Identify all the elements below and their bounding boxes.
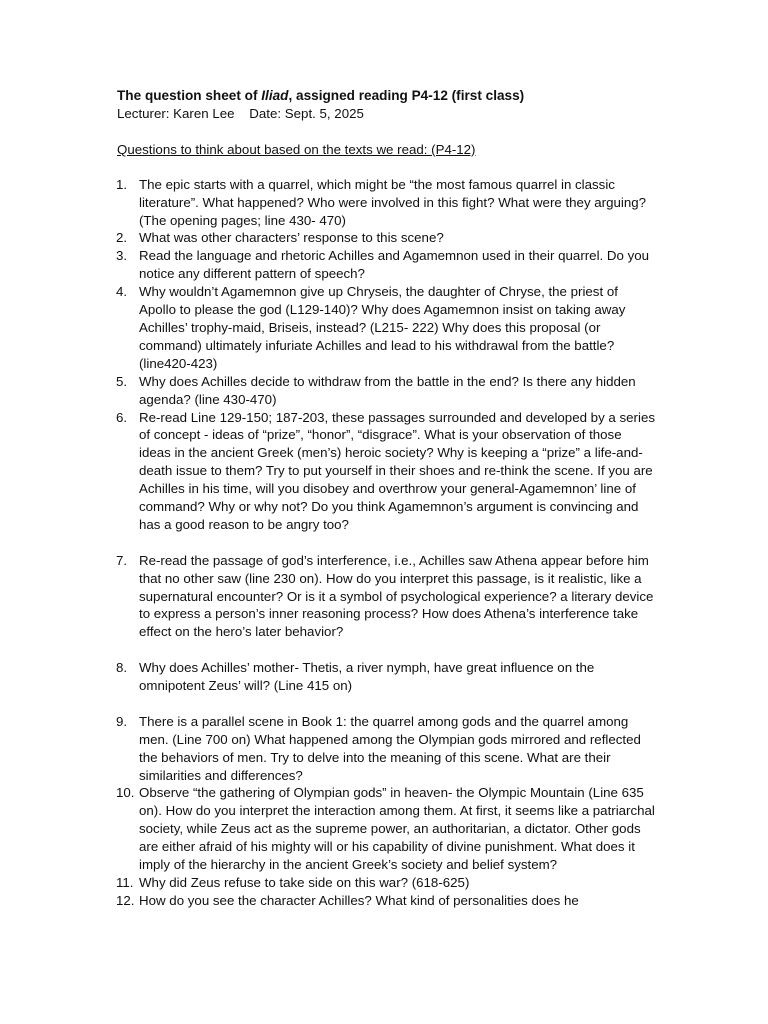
question-number: 1.: [116, 176, 128, 192]
question-text: How do you see the character Achilles? What kind of personalities does he: [139, 892, 579, 908]
question-item: [117, 892, 657, 910]
question-text: Re-read the passage of god’s interference, i.e., Achilles saw Athena appear before him that no other saw (line 230 on). How do you interpret this passage, is it realistic, like a supernatural encounter? Or is it a symbol of psychological experience? a literary device to express a person’s inner reasoning process? How does Athena’s interference take effect on the hero’s later behavior?: [139, 552, 654, 640]
question-item: [117, 659, 657, 695]
question-item: [117, 409, 657, 534]
question-text: There is a parallel scene in Book 1: the quarrel among gods and the quarrel among men. (Line 700 on) What happened among the Olympian gods mirrored and reflected the behaviors of men. Try to delve into the meaning of this scene. What are their similarities and differences?: [139, 713, 641, 783]
lecturer-date-line: Lecturer: Karen Lee Date: Sept. 5, 2025: [117, 105, 364, 121]
question-number: 6.: [116, 409, 128, 425]
question-number: 3.: [116, 248, 128, 264]
question-number: 11.: [116, 875, 134, 891]
title-prefix: The question sheet of: [117, 88, 262, 103]
question-text: Read the language and rhetoric Achilles and Agamemnon used in their quarrel. Do you notice any different pattern of speech?: [139, 248, 650, 282]
document-body: [117, 87, 657, 910]
question-item: [117, 176, 657, 230]
question-text: The epic starts with a quarrel, which might be “the most famous quarrel in classic literature”. What happened? Who were involved in this fight? What were they arguing? (The opening pages; line 430- 470): [139, 176, 647, 228]
question-text: Why wouldn’t Agamemnon give up Chryseis, the daughter of Chryse, the priest of Apollo to please the god (L129-140)? Why does Agamemnon insist on taking away Achilles’ trophy-maid, Briseis, instead? (L215- 222) Why does this proposal (or command) ultimately infuriate Achilles and lead to his withdrawal from the battle? (line420-423): [139, 284, 626, 371]
question-item: [117, 229, 657, 247]
question-number: 10.: [116, 785, 135, 801]
question-list: [117, 176, 657, 910]
question-item: [117, 552, 657, 642]
question-item: [117, 283, 657, 373]
question-number: 8.: [116, 660, 128, 676]
section-heading: Questions to think about based on the texts we read: (P4-12): [117, 141, 476, 157]
question-item: [117, 784, 657, 874]
question-text: What was other characters’ response to this scene?: [139, 230, 444, 246]
question-number: 4.: [116, 284, 128, 300]
question-item: [117, 874, 657, 892]
question-number: 5.: [116, 373, 128, 389]
question-text: Why does Achilles decide to withdraw from the battle in the end? Is there any hidden agenda? (line 430-470): [139, 373, 636, 407]
question-item: [117, 713, 657, 785]
question-item: [117, 247, 657, 283]
question-number: 12.: [116, 892, 135, 908]
question-text: Re-read Line 129-150; 187-203, these passages surrounded and developed by a series of concept - ideas of “prize”, “honor”, “disgrace”. What is your observation of those ideas in the ancient Greek (men’s) heroic society? Why is keeping a “prize” a life-and-death issue to them? Try to put yourself in their shoes and re-think the scene. If you are Achilles in his time, will you disobey and overthrow your general-Agamemnon’ line of command? Why or why not? Do you think Agamemnon’s argument is convincing and has a good reason to be angry too?: [139, 409, 655, 532]
question-number: 7.: [116, 552, 128, 568]
question-text: Why did Zeus refuse to take side on this war? (618-625): [139, 875, 470, 891]
title-suffix: , assigned reading P4-12 (first class): [288, 88, 525, 103]
question-number: 2.: [116, 230, 128, 246]
question-text: Observe “the gathering of Olympian gods” in heaven- the Olympic Mountain (Line 635 on). How do you interpret the interaction among them. At first, it seems like a patriarchal society, while Zeus act as the supreme power, an authoritarian, a dictator. Other gods are either afraid of his mighty will or his capability of divine punishment. What does it imply of the hierarchy in the ancient Greek’s society and belief system?: [139, 785, 655, 873]
question-item: [117, 373, 657, 409]
document-title: [117, 87, 657, 105]
question-number: 9.: [116, 713, 128, 729]
title-italic-iliad: Iliad: [261, 88, 289, 103]
question-text: Why does Achilles’ mother- Thetis, a river nymph, have great influence on the omnipotent Zeus’ will? (Line 415 on): [139, 660, 595, 694]
